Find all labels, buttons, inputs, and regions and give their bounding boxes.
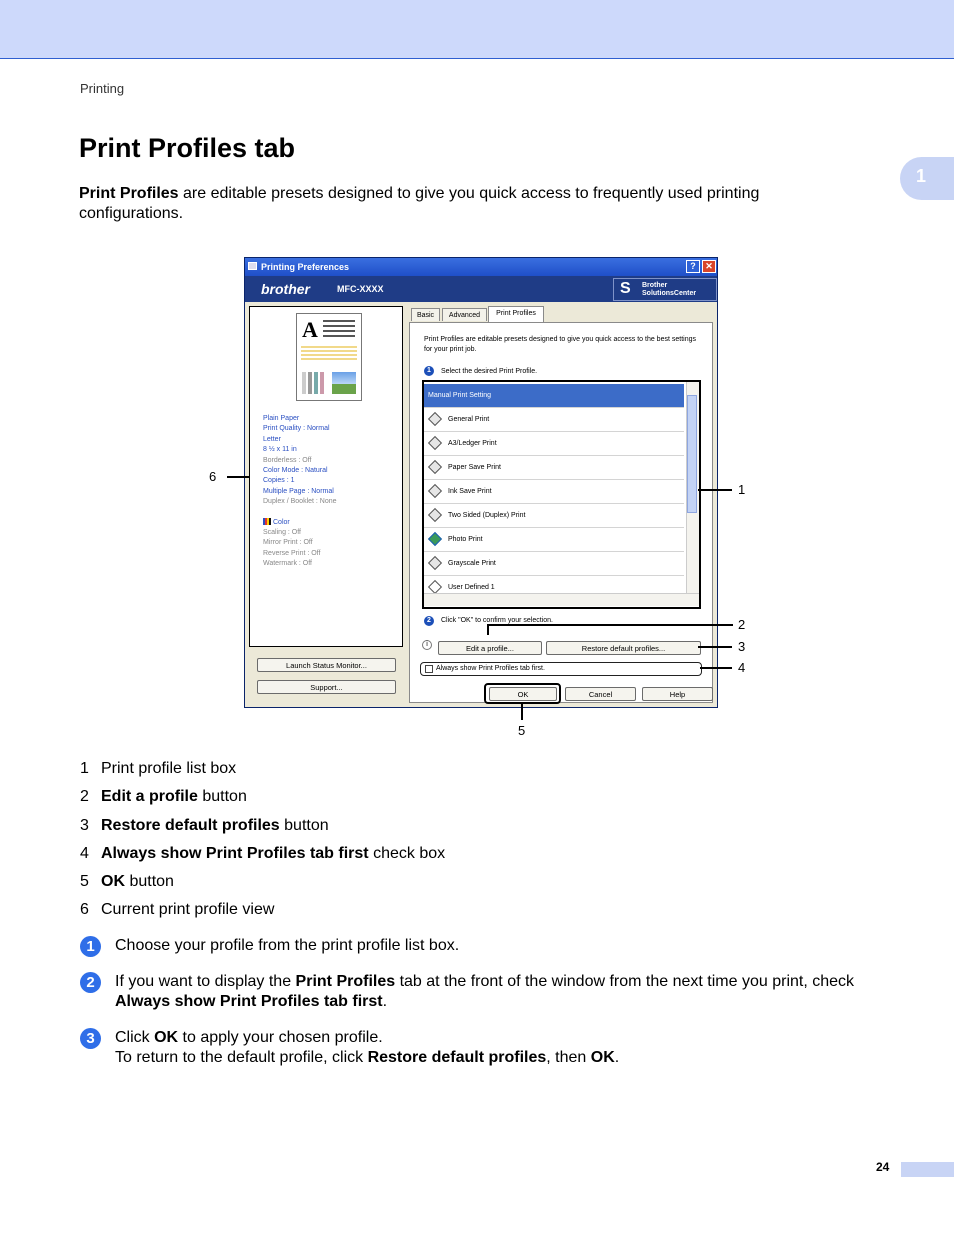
profile-icon <box>428 580 442 594</box>
intro-paragraph <box>79 184 839 224</box>
profile-icon <box>428 556 442 570</box>
profile-icon <box>428 484 442 498</box>
photo-thumbnail <box>332 372 356 394</box>
always-show-checkbox[interactable] <box>425 665 433 673</box>
callout-line-6 <box>227 476 249 478</box>
always-show-checkbox-row[interactable] <box>420 662 702 676</box>
list-item[interactable]: General Print <box>424 408 684 432</box>
summary-line: Letter <box>263 435 281 443</box>
list-item[interactable]: Manual Print Setting <box>424 384 684 408</box>
callout-4: 4 <box>738 660 746 675</box>
step-2-text: If you want to display the Print Profiles tab at the front of the window from the next time you print, check Always show Print Profiles tab first. <box>115 973 855 1010</box>
current-profile-view <box>249 306 403 647</box>
callout-line-4 <box>700 667 732 669</box>
callout-line-5 <box>521 703 523 720</box>
profile-icon <box>428 508 442 522</box>
tab-advanced[interactable]: Advanced <box>442 308 487 321</box>
list-item[interactable]: Paper Save Print <box>424 456 684 480</box>
list-item[interactable]: Photo Print <box>424 528 684 552</box>
tab-print-profiles[interactable]: Print Profiles <box>488 306 544 322</box>
summary-line: Mirror Print : Off <box>263 539 313 547</box>
summary-line: Scaling : Off <box>263 529 302 537</box>
dialog-title-bar <box>245 258 717 276</box>
callout-2: 2 <box>738 617 746 632</box>
solutions-center-icon: S <box>620 280 631 297</box>
horizontal-scrollbar[interactable] <box>424 593 699 606</box>
settings-summary <box>263 414 337 570</box>
step-2-icon: 2 <box>424 616 434 626</box>
print-profile-list-box[interactable] <box>422 380 701 609</box>
brother-logo: brother <box>261 281 310 297</box>
callout-3: 3 <box>738 639 746 654</box>
help-button[interactable]: Help <box>642 687 713 701</box>
section-header: Printing <box>80 81 125 96</box>
callout-5: 5 <box>518 723 526 738</box>
list-item[interactable]: Ink Save Print <box>424 480 684 504</box>
top-band <box>0 0 954 59</box>
info-icon: i <box>422 640 432 650</box>
list-item[interactable]: Grayscale Print <box>424 552 684 576</box>
step-badge-2: 2 <box>80 972 101 993</box>
step-1-icon: 1 <box>424 366 434 376</box>
list-item[interactable]: A3/Ledger Print <box>424 432 684 456</box>
printer-icon <box>248 262 257 270</box>
summary-line: 8 ½ x 11 in <box>263 446 297 454</box>
summary-line: Multiple Page : Normal <box>263 487 334 495</box>
dialog-title: Printing Preferences <box>261 262 350 272</box>
summary-color: Color <box>263 518 337 528</box>
support-button[interactable]: Support... <box>257 680 396 694</box>
page-number: 24 <box>876 1160 890 1174</box>
callout-line-3 <box>698 646 732 648</box>
summary-line: Color Mode : Natural <box>263 467 328 475</box>
step-badge-1: 1 <box>80 936 101 957</box>
intro-bold: Print Profiles <box>79 185 179 202</box>
intro-text: are editable presets designed to give you quick access to frequently used printing configurations. <box>79 185 760 222</box>
summary-line: Reverse Print : Off <box>263 549 321 557</box>
scrollbar-thumb[interactable] <box>687 395 697 513</box>
step-2-label: Click "OK" to confirm your selection. <box>441 617 553 624</box>
model-name: MFC-XXXX <box>337 284 384 294</box>
close-icon[interactable]: ✕ <box>702 260 716 273</box>
solutions-line2: SolutionsCenter <box>642 290 697 297</box>
tab-basic[interactable]: Basic <box>411 308 440 321</box>
edit-profile-button[interactable]: Edit a profile... <box>438 641 542 655</box>
summary-line: Borderless : Off <box>263 456 312 464</box>
list-item[interactable]: Two Sided (Duplex) Print <box>424 504 684 528</box>
cancel-button[interactable]: Cancel <box>565 687 636 701</box>
solutions-line1: Brother <box>642 282 668 289</box>
profiles-description: Print Profiles are editable presets designed to give you quick access to the best settings for your print job. <box>424 336 696 353</box>
bar-chart-thumbnail <box>302 372 326 394</box>
chapter-number: 1 <box>916 166 927 186</box>
summary-line: Watermark : Off <box>263 560 313 568</box>
help-icon[interactable]: ? <box>686 260 700 273</box>
step-1-text: Choose your profile from the print profile list box. <box>115 937 460 954</box>
summary-line: Duplex / Booklet : None <box>263 498 337 506</box>
chapter-tab <box>900 157 954 200</box>
printing-preferences-dialog <box>244 257 718 708</box>
always-show-label: Always show Print Profiles tab first. <box>436 665 545 672</box>
launch-status-monitor-button[interactable]: Launch Status Monitor... <box>257 658 396 672</box>
callout-line-2a <box>487 625 489 635</box>
callout-line-1 <box>698 489 732 491</box>
callout-6: 6 <box>209 469 217 484</box>
list-item[interactable]: User Defined 1 <box>424 576 684 600</box>
brand-bar <box>245 276 717 302</box>
ok-button[interactable]: OK <box>489 687 557 701</box>
color-bars-icon <box>263 518 271 525</box>
print-profiles-panel <box>409 322 713 703</box>
profile-icon <box>428 412 442 426</box>
solutions-center-button[interactable] <box>613 278 717 301</box>
photo-profile-icon <box>428 532 442 546</box>
page-preview: A <box>296 313 362 401</box>
callout-line-2 <box>487 624 733 626</box>
page-title: Print Profiles tab <box>79 133 296 163</box>
step-3-text: Click OK to apply your chosen profile. To return to the default profile, click Restore default profiles, then OK. <box>115 1029 620 1066</box>
summary-line: Plain Paper <box>263 415 300 422</box>
profile-icon <box>428 460 442 474</box>
step-1-label: Select the desired Print Profile. <box>441 368 538 375</box>
footer-bar <box>901 1162 954 1177</box>
profile-icon <box>428 436 442 450</box>
restore-default-profiles-button[interactable]: Restore default profiles... <box>546 641 701 655</box>
step-badge-3: 3 <box>80 1028 101 1049</box>
summary-line: Copies : 1 <box>263 477 295 485</box>
summary-line: Print Quality : Normal <box>263 425 330 433</box>
callout-1: 1 <box>738 482 746 497</box>
